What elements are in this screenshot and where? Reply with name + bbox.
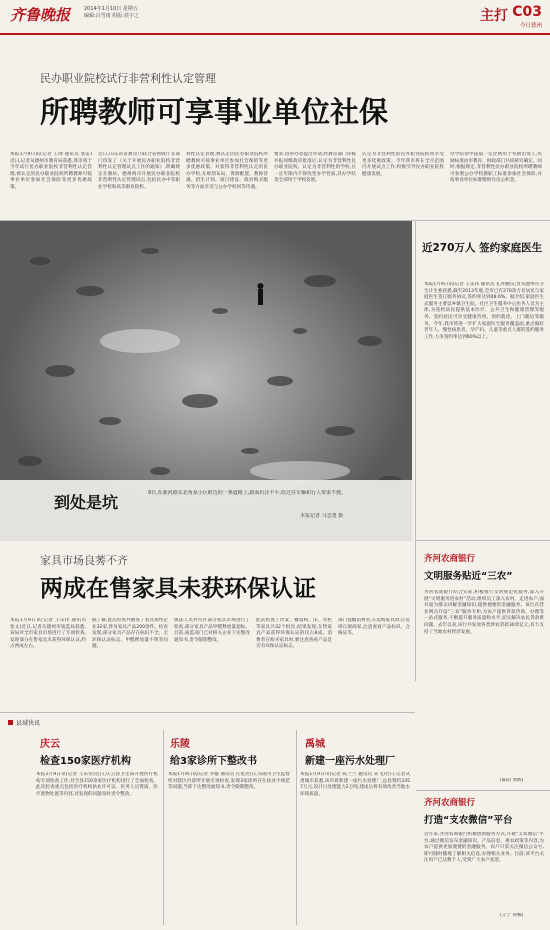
column-divider — [163, 730, 164, 925]
story3-col-1: 本报1月9日讯(记者 王乐伟 通讯员 张文)近日,记者从德州市质监局获悉,该局对全市家具市场进行了专项检查,发现部分在售家具未获得环保认证,约占两成左右。 — [10, 618, 86, 650]
story5-headline: 打造“支农微信”平台 — [424, 815, 513, 826]
brief2-tag: 乐陵 — [170, 739, 190, 750]
divider — [0, 712, 415, 713]
story2-body: 本报1月9日讯(记者 王乐伟 通讯员 孔祥鹏)记者从德州市卫生计生委获悉,截至2013年底,全市已有270余万名居民与家庭医生签订服务协议,签约率达到48.6%。据介绍,家庭医生式服务主要以乡镇卫生院、社区卫生服务中心医务人员为主体,为签约居民提供基本医疗、公共卫生和健康管理等服务。签约居民可享受健康咨询、预约就诊、上门随访等服务。今年,我市将进一步扩大家庭医生服务覆盖面,重点做好老年人、慢性病患者、孕产妇、儿童等重点人群的签约服务工作,力争签约率达到60%以上。 — [424, 282, 544, 340]
story2-headline — [422, 240, 544, 256]
story3-col-3: 执法人员对市区部分家具市场进行了检查,部分家具产品甲醛释放量超标。目前,质监部门已对相关企业下达整改通知书,责令限期整改。 — [174, 618, 250, 643]
story5-body: 近年来,齐河农商银行积极创新服务方式,开通“支农微信”平台,通过微信发布金融知识、产品信息、惠农政策等内容,为农户提供更加便捷的金融服务。农户只需关注微信公众号,即可随时随地了解相关信息,办理相关业务。目前,该平台关注用户已达数千人,受到广大农户欢迎。 — [424, 832, 544, 864]
square-bullet-icon — [8, 720, 13, 725]
story4-headline: 文明服务贴近“三农” — [424, 571, 513, 582]
editor-line: 编辑:吕雪雨 组版:侯宇之 — [84, 13, 139, 19]
story2-headline-text: 近270万人 签约家庭医生 — [422, 242, 543, 254]
story3-col-2: 据了解,此次检查共抽查了家具销售企业32家,涉及家具产品200余件。检查发现,部分家具产品存在标识不全、无环保认证标志、甲醛释放量不明等问题。 — [92, 618, 168, 650]
story4-body: 齐河农商银行结合实际,积极推行文明规范化服务,深入开展“文明服务进农村”活动,组织员工深入农村、走进农户,面对面为群众讲解金融知识,提供便捷的金融服务。该行在营业网点开设“三农”服务专柜,为农户提供贷款咨询、办理等一站式服务,不断提升服务质量和水平,切实解决农民贷款难问题。去年以来,该行共发放各类涉农贷款30余亿元,有力支持了当地农村经济发展。 — [424, 590, 544, 635]
page-subtitle: 今日德州 — [519, 23, 542, 29]
story4-credit: (陈阳 刘杨) — [500, 778, 524, 783]
briefs-banner — [8, 718, 40, 727]
brief3-body: 本报1月9日讯(记者 陈兰兰 通讯员 宋飞)近日,记者从禹城市获悉,该市将新建一座污水处理厂,总投资约3357万元,设计日处理能力2万吨,建成后将有效改善当地水环境质量。 — [300, 772, 410, 797]
story3-kicker: 家具市场良莠不齐 — [40, 554, 128, 567]
column-divider — [415, 221, 416, 681]
divider — [416, 790, 550, 791]
brief1-tag: 庆云 — [40, 739, 60, 750]
brief1-headline: 检查150家医疗机构 — [40, 756, 131, 767]
divider — [416, 540, 550, 541]
story1-col-3: 利性认定管理,被认定的民办职业院校所聘教师可按事业单位参加社会保险等更多优惠政策。对获得非营利性认定的民办学校,在规划布局、资源配置、教师待遇、招生计划、项目建设、政府购买服务等方面享受与公办学校同等待遇。 — [186, 152, 268, 190]
story1-col-5: 认定为非营利性的民办职业院校将享受更多优惠政策。今年我市将在全市范围内开展试点工作,积极引导民办职业院校健康发展。 — [362, 152, 444, 177]
brief2-body: 本报1月9日讯(记者 李璇 通讯员 庄星)近日,乐陵市卫生监督所对辖区内诊所开展专项检查,发现3家诊所存在执业不规范等问题,当即下达整改通知书,责令限期整改。 — [168, 772, 290, 791]
brief2-headline: 给3家诊所下整改书 — [170, 756, 257, 767]
column-divider — [296, 730, 297, 925]
brief1-body: 本报1月9日讯(记者 王乐伟)近日,庆云县卫生局开展医疗机构专项检查工作,对全县150余家医疗机构进行了全面检查。此次检查重点包括医疗机构执业许可证、医务人员资质、医疗废物处置等内容,对发现的问题及时责令整改。 — [36, 772, 158, 797]
story1-headline: 所聘教师可享事业单位社保 — [40, 95, 389, 129]
page-code: C03 — [512, 4, 542, 20]
story3-col-5: 部门提醒消费者,在选购家具时,应选择正规商家,注意查看产品标识、合格证等。 — [338, 618, 410, 637]
story1-col-1: 本报1月9日讯(记者 王帅 通讯员 张雷)近日,记者从德州市教育局获悉,我市将于今年试行民办职业院校非营利性认定管理,被认定的民办职业院校所聘教师可按事业单位参加社会保险等更多优惠政策。 — [10, 152, 92, 190]
briefs-banner-text: 县域快讯 — [16, 720, 41, 727]
story1-kicker: 民办职业院校试行非营利性认定管理 — [40, 72, 216, 85]
story4-section-tab: 齐河农商银行 — [424, 554, 476, 564]
brief3-headline: 新建一座污水处理厂 — [305, 756, 395, 767]
section-title: 主打 — [480, 8, 508, 24]
story3-col-4: 此次检查了沙发、餐桌椅、床、衣柜等家具共32个批次,结果发现,在售家具产品获得环保认证的仅占8成。消费者在购买家具时,要注意查看产品是否有环保认证标志。 — [256, 618, 332, 650]
photo-credit: 本报记者 马志勇 摄 — [300, 513, 344, 519]
issue-meta — [84, 6, 139, 20]
story5-credit: (王宁 孙娜) — [500, 913, 524, 918]
photo-caption: 9日,在新河路东北角某小区附近的一条道路上,路面坑洼不平,给过往车辆和行人带来不便。 — [148, 490, 346, 496]
story1-col-2: 近日,山东省省教育厅联合省财政厅等部门印发了《关于开展民办职业院校非营利性认定管理试点工作的通知》,明确规定在潍坊、德州两市开展民办职业院校非营利性认定管理试点,包括民办中等职业学校和高等职业院校。 — [98, 152, 180, 190]
newspaper-logo: 齐鲁晚报 — [10, 6, 71, 24]
story5-section-tab: 齐河农商银行 — [424, 798, 476, 808]
story1-col-4: 要求,由举办者提出申请,经教育部门审核并报同级政府批准后,认定为非营利性民办职业院校。认定为非营利性的学校,在一定年限内不得改变办学性质,其办学结余全部用于学校发展。 — [274, 152, 356, 184]
story3-headline: 两成在售家具未获环保认证 — [40, 575, 316, 602]
photo-title: 到处是坑 — [54, 493, 119, 512]
date-line: 2014年1月10日 星期五 — [84, 6, 138, 12]
header-rule — [0, 33, 550, 35]
story1-col-6: 办学结余中提取一定比例用于奖励出资人,奖励标准由市教育、财政部门共同研究确定。同时,根据规定,非营利性民办职业院校所聘教师可参照公办学校教职工标准参加社会保险,并按事业单位标准缴纳住房公积金。 — [450, 152, 542, 184]
brief3-tag: 禹城 — [305, 739, 325, 750]
